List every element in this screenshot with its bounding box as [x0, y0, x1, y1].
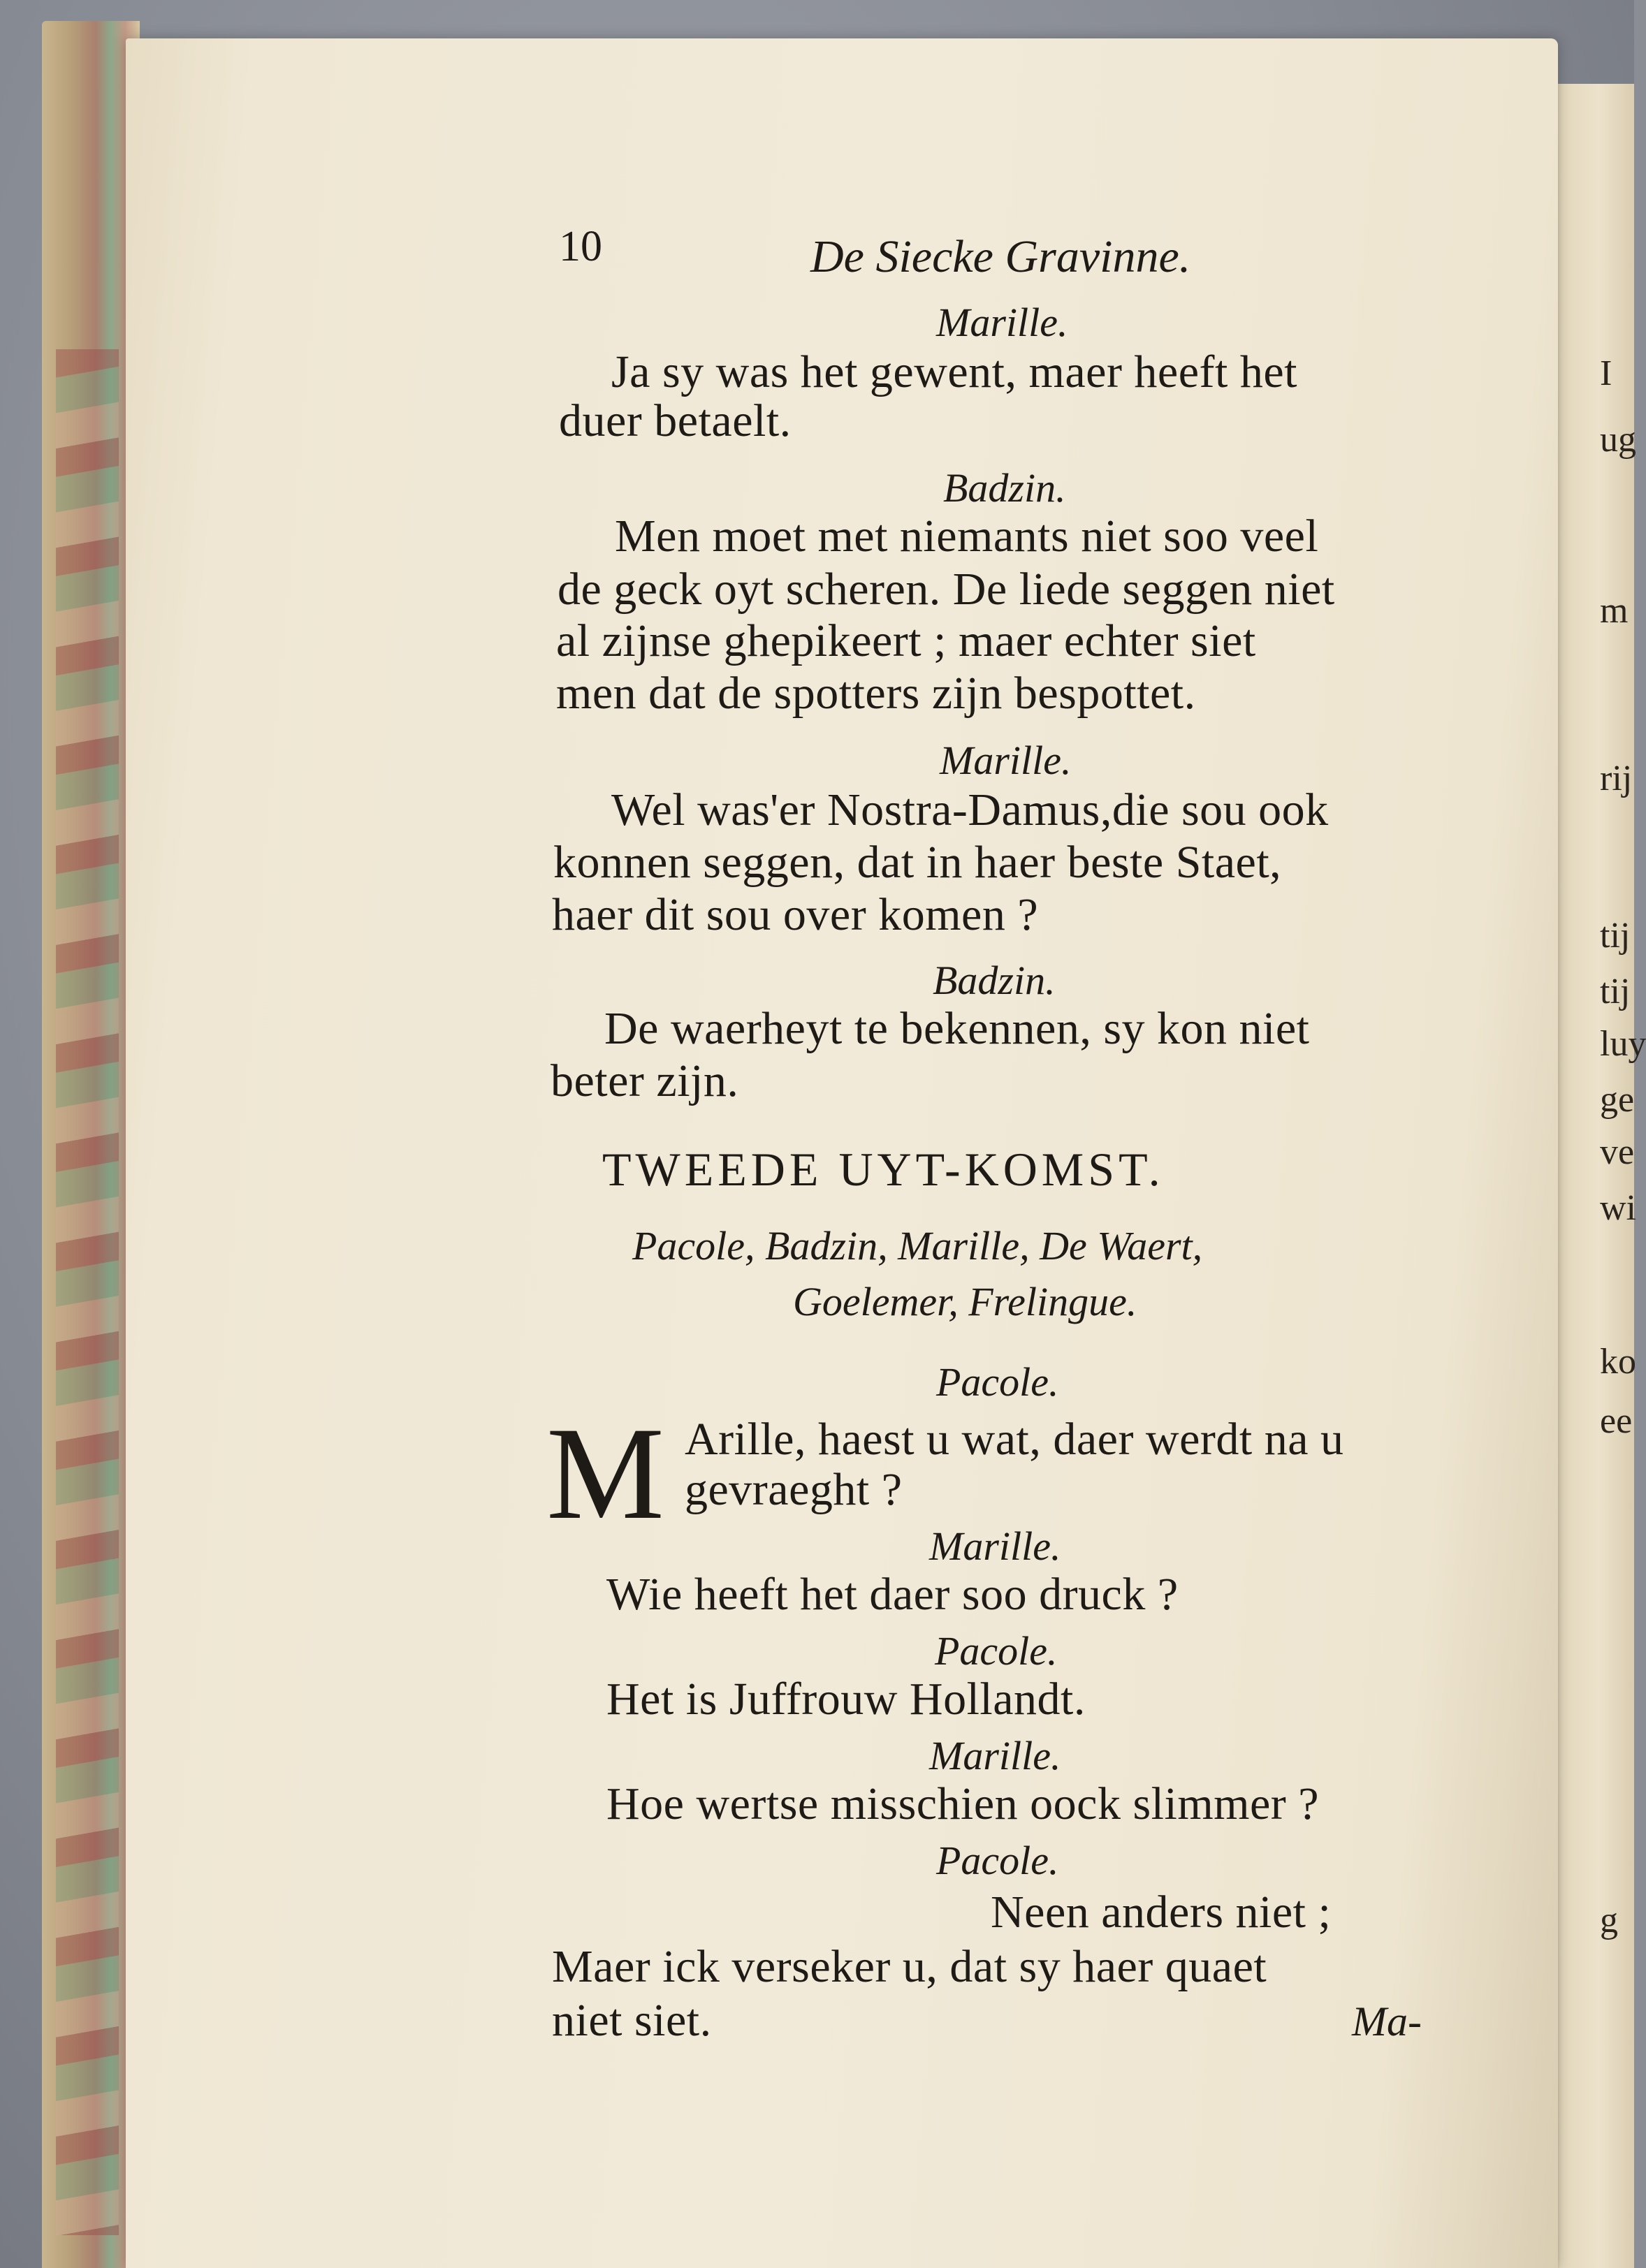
text-line: Men moet met niemants niet soo veel	[615, 511, 1319, 562]
text-line: Wel was'er Nostra-Damus,die sou ook	[611, 784, 1329, 835]
text-line: haer dit sou over komen ?	[552, 889, 1039, 940]
cast-list: Goelemer, Frelingue.	[793, 1279, 1137, 1324]
scene-title: TWEEDE UYT-KOMST.	[602, 1143, 1165, 1196]
speaker-name: Marille.	[929, 1733, 1061, 1778]
facing-fragment: tij	[1600, 916, 1631, 956]
cast-list: Pacole, Badzin, Marille, De Waert,	[632, 1223, 1203, 1268]
text-line: Ja sy was het gewent, maer heeft het	[611, 346, 1297, 397]
facing-fragment: g	[1600, 1901, 1618, 1940]
text-line: duer betaelt.	[559, 395, 792, 446]
text-line: Wie heeft het daer soo druck ?	[606, 1569, 1179, 1620]
facing-fragment: luy	[1600, 1024, 1646, 1064]
facing-fragment: ge	[1600, 1080, 1635, 1120]
text-line: niet siet.	[552, 1995, 712, 2046]
facing-fragment: I	[1600, 353, 1612, 393]
speaker-name: Badzin.	[933, 958, 1056, 1003]
text-line: konnen seggen, dat in haer beste Staet,	[553, 837, 1282, 888]
speaker-name: Pacole.	[936, 1359, 1059, 1405]
facing-fragment: tij	[1600, 972, 1631, 1011]
running-head: De Siecke Gravinne.	[810, 231, 1191, 282]
speaker-name: Marille.	[929, 1523, 1061, 1569]
text-line: Neen anders niet ;	[991, 1887, 1332, 1938]
marbled-cover-edge	[56, 349, 119, 2235]
text-line: de geck oyt scheren. De liede seggen niet	[558, 564, 1335, 615]
drop-capital: M	[546, 1400, 664, 1547]
facing-fragment: ee	[1600, 1401, 1633, 1441]
facing-fragment: wi	[1600, 1188, 1636, 1228]
speaker-name: Marille.	[940, 738, 1072, 783]
text-line: al zijnse ghepikeert ; maer echter siet	[556, 615, 1256, 666]
text-line: Arille, haest u wat, daer werdt na u	[685, 1414, 1344, 1465]
text-line: Hoe wertse misschien oock slimmer ?	[606, 1778, 1320, 1829]
facing-fragment: ve	[1600, 1132, 1635, 1172]
facing-fragment: ug	[1600, 420, 1636, 460]
text-line: Maer ick verseker u, dat sy haer quaet	[552, 1941, 1267, 1992]
speaker-name: Pacole.	[935, 1628, 1058, 1674]
facing-fragment: ko	[1600, 1342, 1636, 1382]
page-number: 10	[559, 223, 602, 270]
text-line: gevraeght ?	[685, 1464, 903, 1515]
speaker-name: Pacole.	[936, 1838, 1059, 1883]
catchword: Ma-	[1352, 1998, 1422, 2044]
text-line: Het is Juffrouw Hollandt.	[606, 1674, 1086, 1725]
facing-fragment: rij	[1600, 759, 1633, 798]
text-line: beter zijn.	[551, 1055, 739, 1106]
speaker-name: Badzin.	[943, 465, 1066, 511]
facing-page-text	[1572, 0, 1646, 2268]
speaker-name: Marille.	[936, 300, 1068, 345]
text-line: De waerheyt te bekennen, sy kon niet	[604, 1003, 1310, 1054]
facing-fragment: m	[1600, 591, 1629, 631]
text-line: men dat de spotters zijn bespottet.	[556, 668, 1196, 719]
